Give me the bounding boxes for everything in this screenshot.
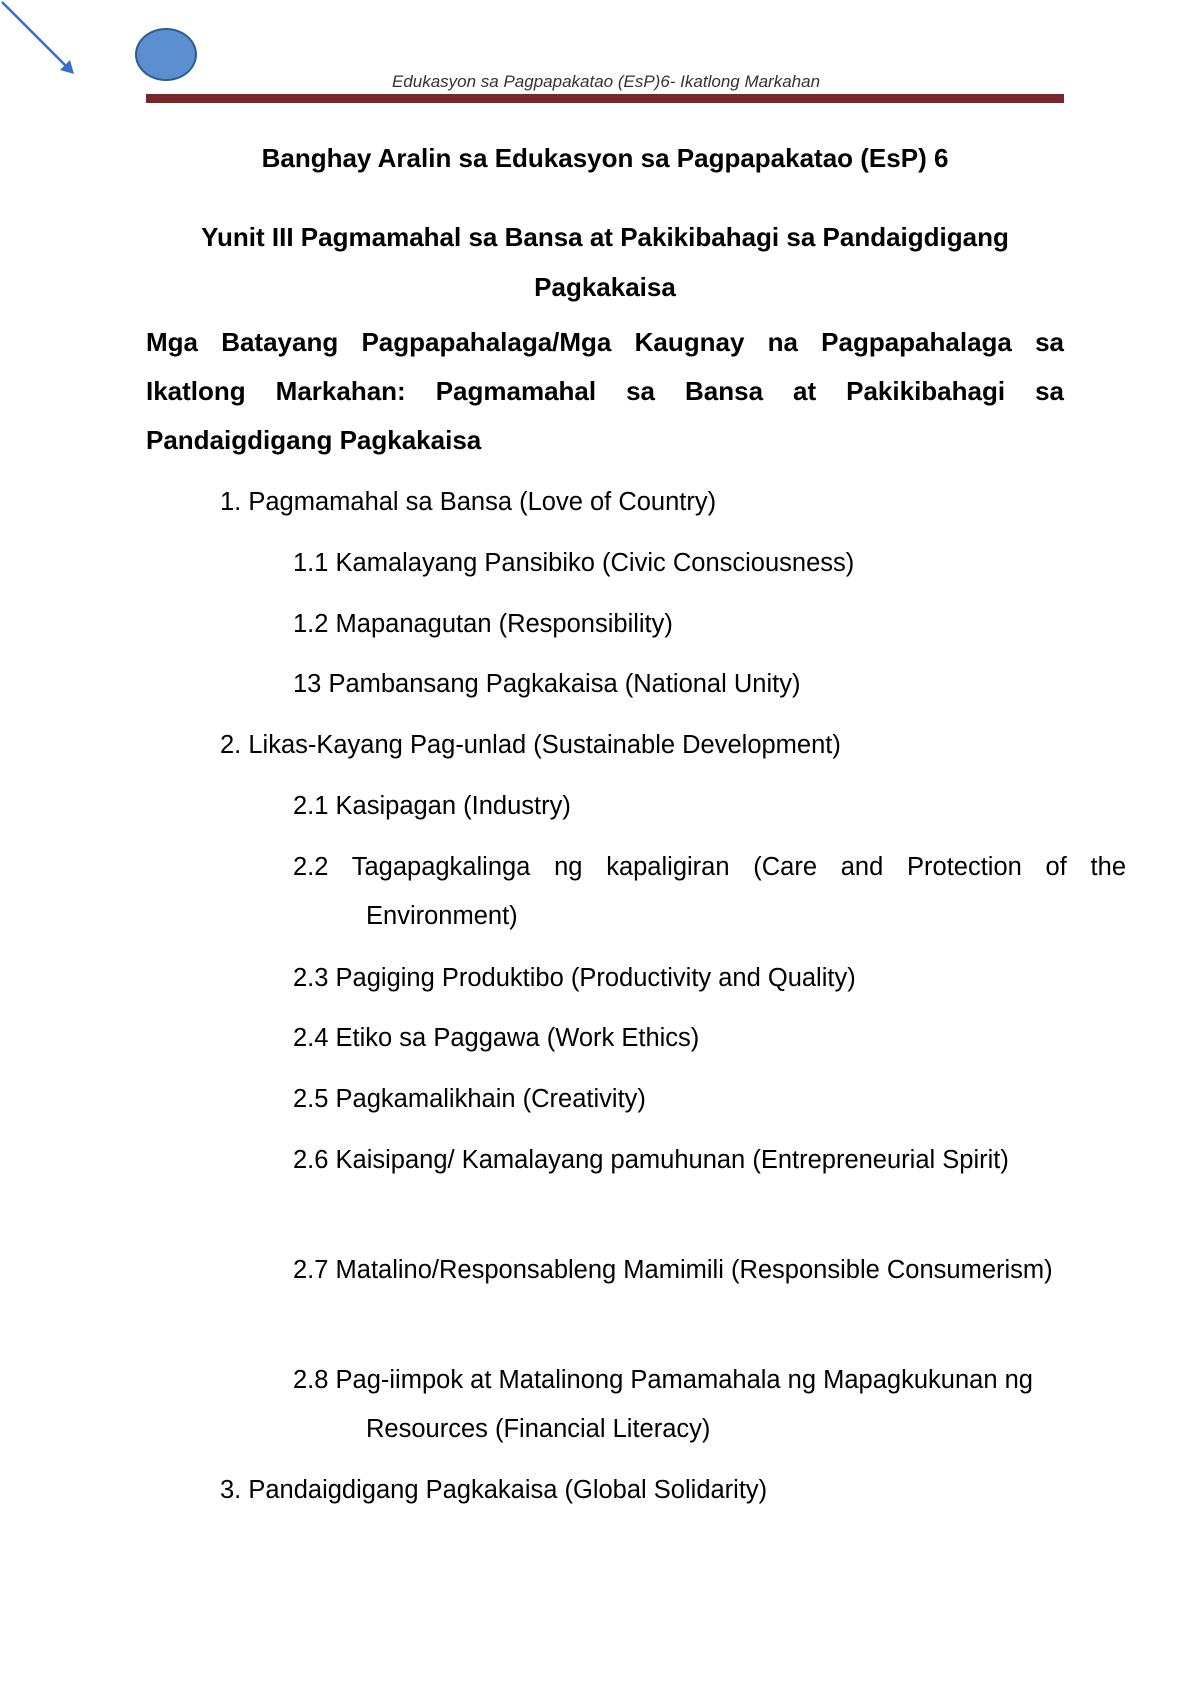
outline-item-1-1: 1.1 Kamalayang Pansibiko (Civic Consciousness): [293, 549, 855, 577]
header-rule: [146, 94, 1064, 103]
outline-item-2: 2. Likas-Kayang Pag-unlad (Sustainable Development): [220, 731, 841, 759]
outline-item-2-3: 2.3 Pagiging Produktibo (Productivity and Quality): [293, 964, 856, 992]
outline-item-2-1: 2.1 Kasipagan (Industry): [293, 792, 571, 820]
running-header: Edukasyon sa Pagpapakatao (EsP)6- Ikatlong Markahan: [391, 72, 821, 91]
outline-item-2-8: 2.8 Pag-iimpok at Matalinong Pamamahala ng Mapagkukunan ng Resources (Financial Literacy): [293, 1366, 1033, 1443]
arrow-icon: [0, 0, 80, 80]
values-heading: Mga Batayang Pagpapahalaga/Mga Kaugnay na Pagpapahalaga sa Ikatlong Markahan: Pagmamahal sa Bansa at Pakikibahagi sa Pandaigdigang Pagkakaisa: [146, 327, 1064, 455]
document-title: Banghay Aralin sa Edukasyon sa Pagpapakatao (EsP) 6: [261, 143, 949, 173]
outline-item-1-3: 13 Pambansang Pagkakaisa (National Unity): [293, 670, 801, 698]
outline-item-1-2: 1.2 Mapanagutan (Responsibility): [293, 610, 673, 638]
outline-item-3: 3. Pandaigdigang Pagkakaisa (Global Solidarity): [220, 1476, 768, 1504]
outline-item-1: 1. Pagmamahal sa Bansa (Love of Country): [220, 488, 717, 516]
outline-item-2-4: 2.4 Etiko sa Paggawa (Work Ethics): [293, 1024, 700, 1052]
outline-item-2-7: 2.7 Matalino/Responsableng Mamimili (Responsible Consumerism): [293, 1256, 1053, 1284]
outline-item-2-5: 2.5 Pagkamalikhain (Creativity): [293, 1085, 646, 1113]
outline-item-2-2: 2.2 Tagapagkalinga ng kapaligiran (Care and Protection of the Environment): [293, 853, 1126, 930]
outline-item-2-6: 2.6 Kaisipang/ Kamalayang pamuhunan (Entrepreneurial Spirit): [293, 1146, 1009, 1174]
document-subtitle: Yunit III Pagmamahal sa Bansa at Pakikibahagi sa Pandaigdigang Pagkakaisa: [201, 222, 1009, 302]
